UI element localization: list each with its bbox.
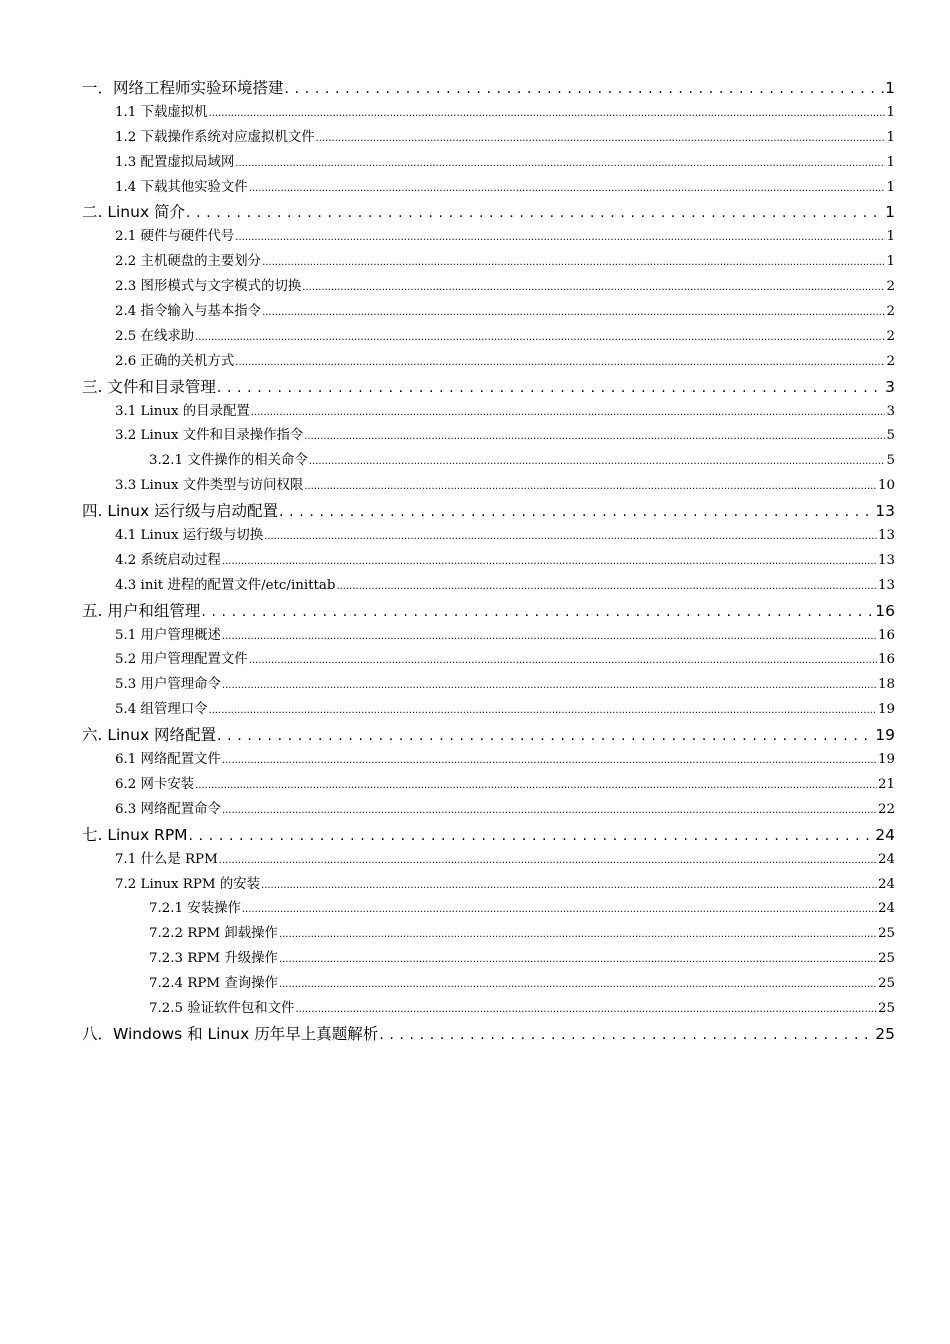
dot-leader xyxy=(302,279,885,294)
toc-page: 19 xyxy=(877,752,895,768)
toc-page: 13 xyxy=(875,502,895,521)
toc-page: 19 xyxy=(875,726,895,745)
toc-page: 25 xyxy=(877,951,895,967)
toc-entry[interactable] xyxy=(82,549,895,574)
toc-title: 7.2.3 RPM 升级操作 xyxy=(149,951,278,967)
dot-leader xyxy=(279,976,877,991)
dot-leader xyxy=(336,578,877,593)
toc-entry[interactable] xyxy=(82,474,895,499)
toc-page: 1 xyxy=(886,254,895,270)
toc-page: 22 xyxy=(877,801,895,817)
toc-entry[interactable] xyxy=(82,773,895,798)
toc-title: 2.6 正确的关机方式 xyxy=(115,353,235,369)
toc-page: 3 xyxy=(885,377,895,396)
toc-entry[interactable] xyxy=(82,873,895,898)
toc-title: 一．网络工程师实验环境搭建 xyxy=(82,79,284,97)
toc-page: 1 xyxy=(886,154,895,170)
toc-entry[interactable] xyxy=(82,225,895,250)
dot-leader xyxy=(201,602,874,620)
dot-leader xyxy=(235,155,885,170)
toc-title: 三. 文件和目录管理 xyxy=(82,377,216,396)
toc-entry[interactable] xyxy=(82,350,895,375)
dot-leader xyxy=(279,502,874,520)
toc-title: 1.4 下载其他实验文件 xyxy=(115,179,248,195)
toc-page: 16 xyxy=(877,652,895,668)
toc-entry[interactable] xyxy=(82,848,895,873)
toc-entry[interactable] xyxy=(82,624,895,649)
toc-page: 13 xyxy=(877,577,895,593)
toc-title: 2.4 指令输入与基本指令 xyxy=(115,304,262,320)
toc-title: 5.1 用户管理概述 xyxy=(115,627,221,643)
toc-title: 2.1 硬件与硬件代号 xyxy=(115,229,235,245)
dot-leader xyxy=(304,478,877,493)
toc-page: 25 xyxy=(877,976,895,992)
dot-leader xyxy=(264,528,877,543)
toc-entry[interactable] xyxy=(82,574,895,599)
toc-title: 1.3 配置虚拟局域网 xyxy=(115,154,235,170)
toc-entry[interactable] xyxy=(82,101,895,126)
toc-page: 2 xyxy=(886,328,895,344)
dot-leader xyxy=(222,752,877,767)
dot-leader xyxy=(222,628,877,643)
toc-title: 7.2.5 验证软件包和文件 xyxy=(149,1000,295,1016)
toc-entry[interactable] xyxy=(82,126,895,151)
toc-title: 2.5 在线求助 xyxy=(115,328,195,344)
toc-page: 21 xyxy=(877,776,895,792)
toc-page: 1 xyxy=(886,229,895,245)
toc-page: 16 xyxy=(875,601,895,620)
toc-title: 5.3 用户管理命令 xyxy=(115,677,221,693)
toc-title: 7.2.1 安装操作 xyxy=(149,901,241,917)
toc-entry[interactable] xyxy=(82,1022,895,1047)
toc-entry[interactable] xyxy=(82,325,895,350)
toc-title: 六. Linux 网络配置 xyxy=(82,726,217,745)
toc-page: 5 xyxy=(886,428,895,444)
toc-page: 24 xyxy=(877,851,895,867)
toc-title: 1.2 下载操作系统对应虚拟机文件 xyxy=(115,129,315,145)
toc-title: 2.2 主机硬盘的主要划分 xyxy=(115,254,262,270)
toc-title: 1.1 下载虚拟机 xyxy=(115,104,208,120)
toc-page: 25 xyxy=(877,1000,895,1016)
toc-entry[interactable] xyxy=(82,300,895,325)
toc-entry[interactable] xyxy=(82,997,895,1022)
dot-leader xyxy=(309,453,886,468)
table-of-contents xyxy=(82,76,895,1047)
toc-page: 24 xyxy=(875,825,895,844)
toc-page: 1 xyxy=(886,104,895,120)
toc-entry[interactable] xyxy=(82,748,895,773)
dot-leader xyxy=(189,826,875,844)
toc-title: 二. Linux 简介 xyxy=(82,203,186,222)
toc-page: 13 xyxy=(877,552,895,568)
toc-page: 1 xyxy=(886,129,895,145)
dot-leader xyxy=(235,229,885,244)
toc-entry[interactable] xyxy=(82,897,895,922)
toc-page: 3 xyxy=(886,403,895,419)
dot-leader xyxy=(295,1001,877,1016)
dot-leader xyxy=(222,553,877,568)
toc-title: 7.2 Linux RPM 的安装 xyxy=(115,876,261,892)
dot-leader xyxy=(285,79,885,97)
toc-entry[interactable] xyxy=(82,723,895,748)
dot-leader xyxy=(261,877,877,892)
toc-title: 6.2 网卡安装 xyxy=(115,776,195,792)
toc-page: 2 xyxy=(886,279,895,295)
toc-entry[interactable] xyxy=(82,250,895,275)
toc-entry[interactable] xyxy=(82,400,895,425)
dot-leader xyxy=(217,726,874,744)
toc-entry[interactable] xyxy=(82,424,895,449)
toc-entry[interactable] xyxy=(82,673,895,698)
dot-leader xyxy=(217,378,884,396)
dot-leader xyxy=(262,304,885,319)
dot-leader xyxy=(209,702,877,717)
dot-leader xyxy=(222,677,877,692)
toc-page: 25 xyxy=(875,1024,895,1043)
toc-title: 七. Linux RPM xyxy=(82,825,188,844)
toc-entry[interactable] xyxy=(82,698,895,723)
toc-title: 6.3 网络配置命令 xyxy=(115,801,221,817)
toc-title: 四. Linux 运行级与启动配置 xyxy=(82,502,279,521)
toc-entry[interactable] xyxy=(82,524,895,549)
toc-entry[interactable] xyxy=(82,922,895,947)
toc-page: 1 xyxy=(885,203,895,222)
toc-title: 7.2.4 RPM 查询操作 xyxy=(149,976,278,992)
dot-leader xyxy=(242,901,877,916)
dot-leader xyxy=(195,777,877,792)
toc-entry[interactable] xyxy=(82,823,895,848)
dot-leader xyxy=(304,428,885,443)
dot-leader xyxy=(249,652,877,667)
dot-leader xyxy=(222,802,877,817)
toc-page: 13 xyxy=(877,528,895,544)
toc-entry[interactable] xyxy=(82,200,895,225)
dot-leader xyxy=(186,203,884,221)
toc-entry[interactable] xyxy=(82,972,895,997)
toc-page: 18 xyxy=(877,677,895,693)
toc-title: 6.1 网络配置文件 xyxy=(115,752,221,768)
toc-title: 五. 用户和组管理 xyxy=(82,601,201,620)
dot-leader xyxy=(195,329,885,344)
toc-entry[interactable] xyxy=(82,151,895,176)
toc-page: 25 xyxy=(877,926,895,942)
toc-entry[interactable] xyxy=(82,76,895,101)
toc-title: 4.2 系统启动过程 xyxy=(115,552,221,568)
toc-entry[interactable] xyxy=(82,449,895,474)
toc-entry[interactable] xyxy=(82,176,895,201)
toc-page: 10 xyxy=(877,478,895,494)
toc-page: 24 xyxy=(877,876,895,892)
toc-title: 3.1 Linux 的目录配置 xyxy=(115,403,250,419)
dot-leader xyxy=(279,951,877,966)
toc-entry[interactable] xyxy=(82,798,895,823)
toc-title: 7.2.2 RPM 卸载操作 xyxy=(149,926,278,942)
toc-entry[interactable] xyxy=(82,947,895,972)
toc-title: 7.1 什么是 RPM xyxy=(115,851,218,867)
dot-leader xyxy=(316,130,886,145)
toc-title: 5.4 组管理口令 xyxy=(115,702,208,718)
dot-leader xyxy=(379,1025,874,1043)
toc-page: 2 xyxy=(886,353,895,369)
toc-entry[interactable] xyxy=(82,499,895,524)
toc-title: 八．Windows 和 Linux 历年早上真题解析 xyxy=(82,1024,379,1043)
toc-entry[interactable] xyxy=(82,599,895,624)
toc-entry[interactable] xyxy=(82,648,895,673)
dot-leader xyxy=(235,354,885,369)
toc-page: 2 xyxy=(886,304,895,320)
dot-leader xyxy=(251,404,886,419)
toc-title: 3.3 Linux 文件类型与访问权限 xyxy=(115,478,304,494)
toc-entry[interactable] xyxy=(82,375,895,400)
toc-title: 3.2 Linux 文件和目录操作指令 xyxy=(115,428,304,444)
toc-title: 4.1 Linux 运行级与切换 xyxy=(115,528,264,544)
dot-leader xyxy=(262,254,885,269)
dot-leader xyxy=(209,105,886,120)
toc-page: 16 xyxy=(877,627,895,643)
toc-page: 1 xyxy=(885,79,895,97)
toc-title: 5.2 用户管理配置文件 xyxy=(115,652,248,668)
toc-title: 2.3 图形模式与文字模式的切换 xyxy=(115,279,302,295)
toc-title: 4.3 init 进程的配置文件/etc/inittab xyxy=(115,577,336,593)
toc-page: 5 xyxy=(886,453,895,469)
toc-page: 19 xyxy=(877,702,895,718)
toc-page: 1 xyxy=(886,179,895,195)
toc-title: 3.2.1 文件操作的相关命令 xyxy=(149,453,308,469)
dot-leader xyxy=(279,926,877,941)
toc-page: 24 xyxy=(877,901,895,917)
dot-leader xyxy=(249,180,886,195)
toc-entry[interactable] xyxy=(82,275,895,300)
dot-leader xyxy=(219,852,877,867)
